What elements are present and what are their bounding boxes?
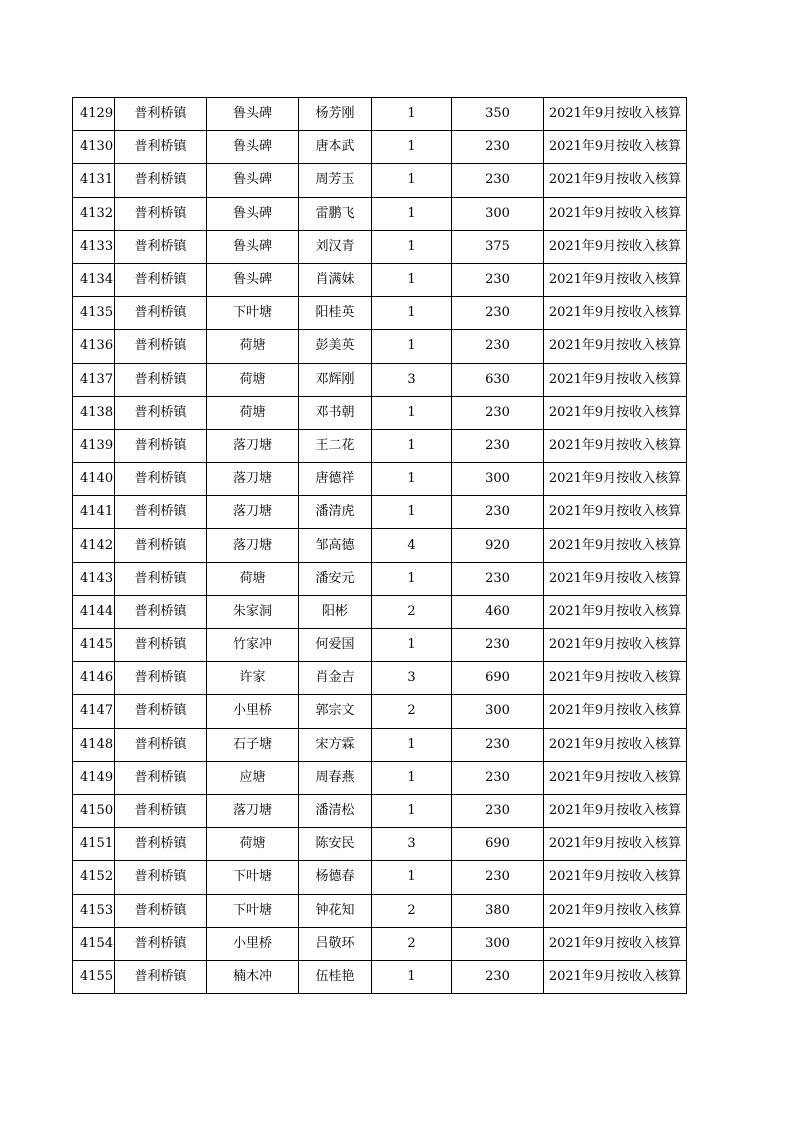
town-cell: 普利桥镇 xyxy=(115,695,207,728)
village-cell: 落刀塘 xyxy=(207,429,299,462)
name-cell: 钟花知 xyxy=(299,894,372,927)
table-row xyxy=(73,197,687,230)
household-size-cell: 3 xyxy=(372,828,452,861)
table-row xyxy=(73,363,687,396)
table-row xyxy=(73,463,687,496)
household-size-cell: 1 xyxy=(372,197,452,230)
name-cell: 唐德祥 xyxy=(299,463,372,496)
name-cell: 唐本武 xyxy=(299,131,372,164)
note-cell: 2021年9月按收入核算 xyxy=(544,463,687,496)
amount-cell: 230 xyxy=(452,396,544,429)
note-cell: 2021年9月按收入核算 xyxy=(544,164,687,197)
row-number-cell: 4136 xyxy=(73,330,115,363)
town-cell: 普利桥镇 xyxy=(115,562,207,595)
amount-cell: 300 xyxy=(452,927,544,960)
town-cell: 普利桥镇 xyxy=(115,131,207,164)
note-cell: 2021年9月按收入核算 xyxy=(544,496,687,529)
row-number-cell: 4134 xyxy=(73,263,115,296)
amount-cell: 300 xyxy=(452,463,544,496)
household-size-cell: 1 xyxy=(372,164,452,197)
amount-cell: 230 xyxy=(452,263,544,296)
note-cell: 2021年9月按收入核算 xyxy=(544,363,687,396)
note-cell: 2021年9月按收入核算 xyxy=(544,263,687,296)
household-size-cell: 3 xyxy=(372,363,452,396)
name-cell: 杨芳刚 xyxy=(299,98,372,131)
name-cell: 邓书朝 xyxy=(299,396,372,429)
table-row xyxy=(73,662,687,695)
row-number-cell: 4140 xyxy=(73,463,115,496)
row-number-cell: 4131 xyxy=(73,164,115,197)
amount-cell: 230 xyxy=(452,794,544,827)
household-size-cell: 1 xyxy=(372,960,452,993)
name-cell: 潘安元 xyxy=(299,562,372,595)
amount-cell: 230 xyxy=(452,429,544,462)
household-size-cell: 1 xyxy=(372,629,452,662)
town-cell: 普利桥镇 xyxy=(115,529,207,562)
amount-cell: 230 xyxy=(452,330,544,363)
village-cell: 荷塘 xyxy=(207,363,299,396)
note-cell: 2021年9月按收入核算 xyxy=(544,695,687,728)
town-cell: 普利桥镇 xyxy=(115,794,207,827)
household-size-cell: 3 xyxy=(372,662,452,695)
row-number-cell: 4132 xyxy=(73,197,115,230)
household-size-cell: 1 xyxy=(372,463,452,496)
note-cell: 2021年9月按收入核算 xyxy=(544,794,687,827)
amount-cell: 230 xyxy=(452,960,544,993)
village-cell: 落刀塘 xyxy=(207,463,299,496)
table-row xyxy=(73,695,687,728)
amount-cell: 630 xyxy=(452,363,544,396)
row-number-cell: 4139 xyxy=(73,429,115,462)
row-number-cell: 4152 xyxy=(73,861,115,894)
household-size-cell: 1 xyxy=(372,263,452,296)
row-number-cell: 4130 xyxy=(73,131,115,164)
table-row xyxy=(73,595,687,628)
records-table-body xyxy=(73,98,687,994)
table-row xyxy=(73,828,687,861)
household-size-cell: 1 xyxy=(372,728,452,761)
household-size-cell: 1 xyxy=(372,98,452,131)
town-cell: 普利桥镇 xyxy=(115,297,207,330)
amount-cell: 230 xyxy=(452,761,544,794)
note-cell: 2021年9月按收入核算 xyxy=(544,894,687,927)
row-number-cell: 4144 xyxy=(73,595,115,628)
row-number-cell: 4146 xyxy=(73,662,115,695)
amount-cell: 230 xyxy=(452,297,544,330)
row-number-cell: 4148 xyxy=(73,728,115,761)
note-cell: 2021年9月按收入核算 xyxy=(544,629,687,662)
table-row xyxy=(73,263,687,296)
table-row xyxy=(73,960,687,993)
village-cell: 小里桥 xyxy=(207,927,299,960)
household-size-cell: 1 xyxy=(372,330,452,363)
village-cell: 下叶塘 xyxy=(207,861,299,894)
village-cell: 朱家洞 xyxy=(207,595,299,628)
village-cell: 鲁头碑 xyxy=(207,164,299,197)
row-number-cell: 4143 xyxy=(73,562,115,595)
note-cell: 2021年9月按收入核算 xyxy=(544,396,687,429)
table-row xyxy=(73,794,687,827)
town-cell: 普利桥镇 xyxy=(115,263,207,296)
name-cell: 潘清虎 xyxy=(299,496,372,529)
row-number-cell: 4147 xyxy=(73,695,115,728)
town-cell: 普利桥镇 xyxy=(115,164,207,197)
note-cell: 2021年9月按收入核算 xyxy=(544,761,687,794)
village-cell: 鲁头碑 xyxy=(207,230,299,263)
town-cell: 普利桥镇 xyxy=(115,662,207,695)
town-cell: 普利桥镇 xyxy=(115,894,207,927)
name-cell: 阳桂英 xyxy=(299,297,372,330)
household-size-cell: 1 xyxy=(372,496,452,529)
row-number-cell: 4150 xyxy=(73,794,115,827)
note-cell: 2021年9月按收入核算 xyxy=(544,927,687,960)
name-cell: 邓辉刚 xyxy=(299,363,372,396)
table-row xyxy=(73,529,687,562)
name-cell: 吕敬环 xyxy=(299,927,372,960)
amount-cell: 230 xyxy=(452,629,544,662)
row-number-cell: 4133 xyxy=(73,230,115,263)
table-row xyxy=(73,562,687,595)
table-row xyxy=(73,728,687,761)
amount-cell: 380 xyxy=(452,894,544,927)
table-row xyxy=(73,429,687,462)
name-cell: 周春燕 xyxy=(299,761,372,794)
village-cell: 荷塘 xyxy=(207,562,299,595)
household-size-cell: 1 xyxy=(372,562,452,595)
town-cell: 普利桥镇 xyxy=(115,861,207,894)
village-cell: 楠木冲 xyxy=(207,960,299,993)
note-cell: 2021年9月按收入核算 xyxy=(544,861,687,894)
name-cell: 陈安民 xyxy=(299,828,372,861)
note-cell: 2021年9月按收入核算 xyxy=(544,131,687,164)
note-cell: 2021年9月按收入核算 xyxy=(544,960,687,993)
amount-cell: 300 xyxy=(452,197,544,230)
table-row xyxy=(73,861,687,894)
household-size-cell: 2 xyxy=(372,695,452,728)
records-table xyxy=(72,97,687,994)
note-cell: 2021年9月按收入核算 xyxy=(544,429,687,462)
note-cell: 2021年9月按收入核算 xyxy=(544,595,687,628)
table-row xyxy=(73,927,687,960)
name-cell: 雷鹏飞 xyxy=(299,197,372,230)
household-size-cell: 4 xyxy=(372,529,452,562)
amount-cell: 230 xyxy=(452,728,544,761)
table-row xyxy=(73,894,687,927)
town-cell: 普利桥镇 xyxy=(115,828,207,861)
name-cell: 邹高德 xyxy=(299,529,372,562)
note-cell: 2021年9月按收入核算 xyxy=(544,197,687,230)
amount-cell: 230 xyxy=(452,496,544,529)
household-size-cell: 1 xyxy=(372,861,452,894)
town-cell: 普利桥镇 xyxy=(115,396,207,429)
village-cell: 荷塘 xyxy=(207,396,299,429)
village-cell: 下叶塘 xyxy=(207,894,299,927)
row-number-cell: 4145 xyxy=(73,629,115,662)
note-cell: 2021年9月按收入核算 xyxy=(544,562,687,595)
village-cell: 小里桥 xyxy=(207,695,299,728)
village-cell: 竹家冲 xyxy=(207,629,299,662)
village-cell: 应塘 xyxy=(207,761,299,794)
town-cell: 普利桥镇 xyxy=(115,761,207,794)
table-row xyxy=(73,131,687,164)
note-cell: 2021年9月按收入核算 xyxy=(544,98,687,131)
name-cell: 彭美英 xyxy=(299,330,372,363)
table-row xyxy=(73,629,687,662)
amount-cell: 690 xyxy=(452,828,544,861)
village-cell: 下叶塘 xyxy=(207,297,299,330)
village-cell: 落刀塘 xyxy=(207,529,299,562)
village-cell: 荷塘 xyxy=(207,330,299,363)
household-size-cell: 1 xyxy=(372,761,452,794)
town-cell: 普利桥镇 xyxy=(115,629,207,662)
town-cell: 普利桥镇 xyxy=(115,330,207,363)
note-cell: 2021年9月按收入核算 xyxy=(544,297,687,330)
table-row xyxy=(73,297,687,330)
amount-cell: 350 xyxy=(452,98,544,131)
town-cell: 普利桥镇 xyxy=(115,429,207,462)
town-cell: 普利桥镇 xyxy=(115,960,207,993)
note-cell: 2021年9月按收入核算 xyxy=(544,529,687,562)
row-number-cell: 4154 xyxy=(73,927,115,960)
household-size-cell: 1 xyxy=(372,297,452,330)
village-cell: 荷塘 xyxy=(207,828,299,861)
household-size-cell: 1 xyxy=(372,396,452,429)
town-cell: 普利桥镇 xyxy=(115,496,207,529)
name-cell: 潘清松 xyxy=(299,794,372,827)
household-size-cell: 2 xyxy=(372,927,452,960)
amount-cell: 300 xyxy=(452,695,544,728)
table-row xyxy=(73,230,687,263)
household-size-cell: 1 xyxy=(372,794,452,827)
town-cell: 普利桥镇 xyxy=(115,463,207,496)
village-cell: 落刀塘 xyxy=(207,496,299,529)
row-number-cell: 4141 xyxy=(73,496,115,529)
amount-cell: 460 xyxy=(452,595,544,628)
town-cell: 普利桥镇 xyxy=(115,728,207,761)
row-number-cell: 4129 xyxy=(73,98,115,131)
name-cell: 宋方霖 xyxy=(299,728,372,761)
village-cell: 鲁头碑 xyxy=(207,131,299,164)
row-number-cell: 4149 xyxy=(73,761,115,794)
name-cell: 周芳玉 xyxy=(299,164,372,197)
name-cell: 肖满妹 xyxy=(299,263,372,296)
note-cell: 2021年9月按收入核算 xyxy=(544,330,687,363)
note-cell: 2021年9月按收入核算 xyxy=(544,230,687,263)
row-number-cell: 4151 xyxy=(73,828,115,861)
household-size-cell: 1 xyxy=(372,131,452,164)
village-cell: 落刀塘 xyxy=(207,794,299,827)
amount-cell: 920 xyxy=(452,529,544,562)
name-cell: 伍桂艳 xyxy=(299,960,372,993)
village-cell: 鲁头碑 xyxy=(207,263,299,296)
household-size-cell: 2 xyxy=(372,595,452,628)
name-cell: 肖金吉 xyxy=(299,662,372,695)
row-number-cell: 4135 xyxy=(73,297,115,330)
household-size-cell: 1 xyxy=(372,230,452,263)
amount-cell: 375 xyxy=(452,230,544,263)
table-row xyxy=(73,98,687,131)
row-number-cell: 4137 xyxy=(73,363,115,396)
town-cell: 普利桥镇 xyxy=(115,363,207,396)
village-cell: 许家 xyxy=(207,662,299,695)
town-cell: 普利桥镇 xyxy=(115,595,207,628)
note-cell: 2021年9月按收入核算 xyxy=(544,728,687,761)
village-cell: 鲁头碑 xyxy=(207,98,299,131)
table-row xyxy=(73,761,687,794)
amount-cell: 230 xyxy=(452,131,544,164)
table-row xyxy=(73,496,687,529)
village-cell: 石子塘 xyxy=(207,728,299,761)
amount-cell: 690 xyxy=(452,662,544,695)
amount-cell: 230 xyxy=(452,861,544,894)
town-cell: 普利桥镇 xyxy=(115,197,207,230)
amount-cell: 230 xyxy=(452,164,544,197)
amount-cell: 230 xyxy=(452,562,544,595)
household-size-cell: 1 xyxy=(372,429,452,462)
town-cell: 普利桥镇 xyxy=(115,927,207,960)
name-cell: 郭宗文 xyxy=(299,695,372,728)
table-row xyxy=(73,330,687,363)
town-cell: 普利桥镇 xyxy=(115,230,207,263)
village-cell: 鲁头碑 xyxy=(207,197,299,230)
name-cell: 阳彬 xyxy=(299,595,372,628)
row-number-cell: 4155 xyxy=(73,960,115,993)
name-cell: 王二花 xyxy=(299,429,372,462)
name-cell: 刘汉青 xyxy=(299,230,372,263)
town-cell: 普利桥镇 xyxy=(115,98,207,131)
row-number-cell: 4142 xyxy=(73,529,115,562)
table-row xyxy=(73,164,687,197)
note-cell: 2021年9月按收入核算 xyxy=(544,662,687,695)
household-size-cell: 2 xyxy=(372,894,452,927)
name-cell: 何爱国 xyxy=(299,629,372,662)
note-cell: 2021年9月按收入核算 xyxy=(544,828,687,861)
row-number-cell: 4138 xyxy=(73,396,115,429)
table-row xyxy=(73,396,687,429)
row-number-cell: 4153 xyxy=(73,894,115,927)
name-cell: 杨德春 xyxy=(299,861,372,894)
